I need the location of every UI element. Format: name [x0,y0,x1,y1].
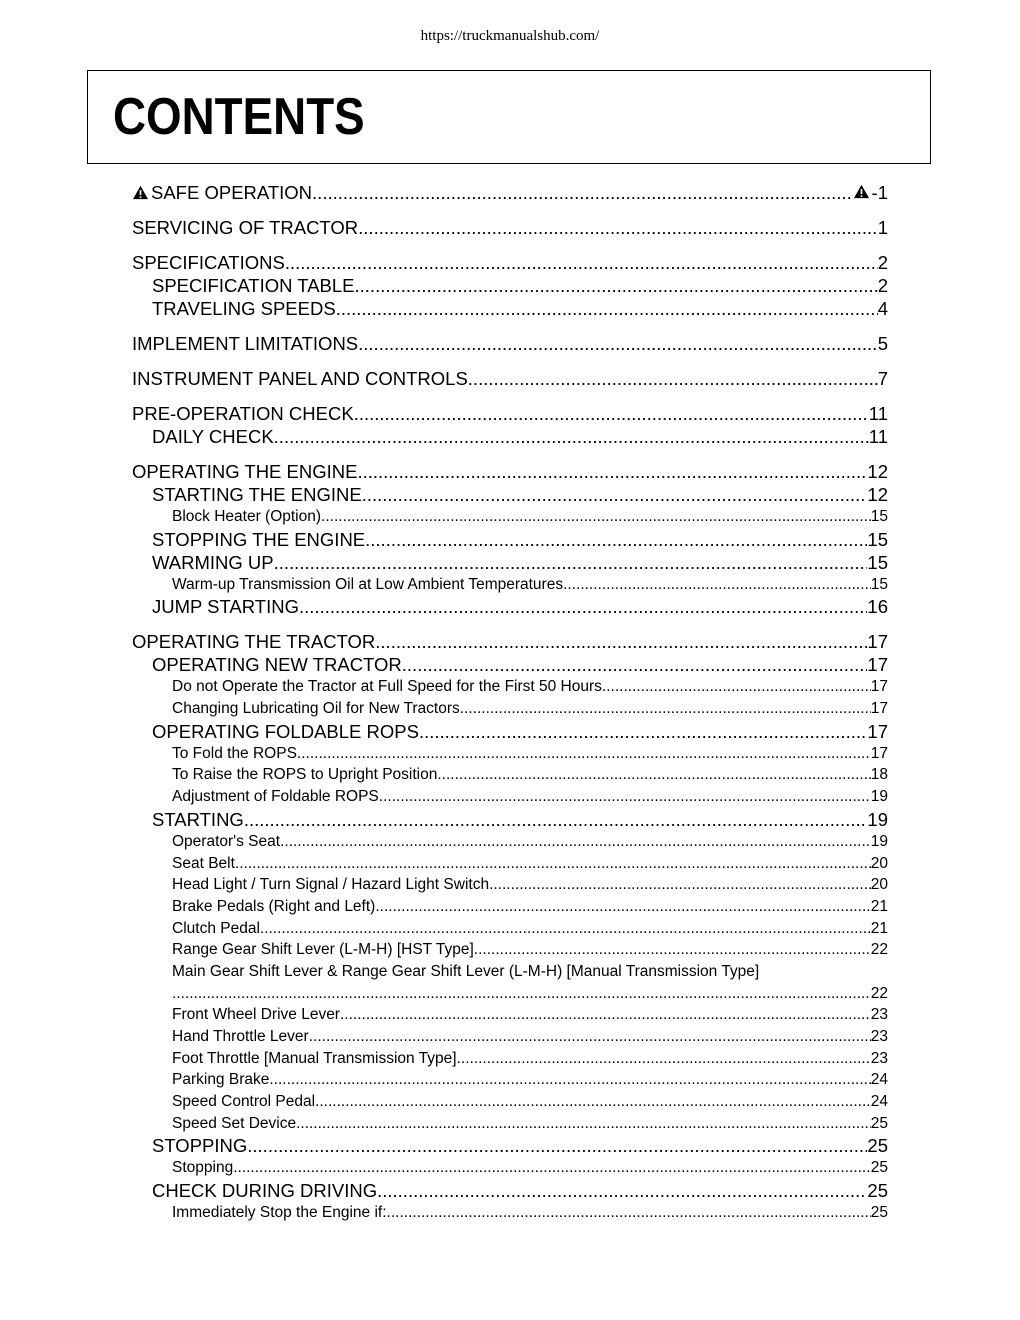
toc-dot-leader [280,831,871,853]
toc-entry-page-number: 24 [870,1071,888,1089]
toc-entry-label [172,676,602,698]
toc-entry-page [871,1157,888,1179]
toc-entry-page: 22 [870,984,888,1002]
toc-entry-page [871,786,888,808]
toc-entry-page-number: 15 [867,551,888,573]
toc-entry-label [172,896,375,918]
toc-entry-text: STOPPING [152,1135,248,1157]
toc-entry-page-number: 23 [870,1049,888,1067]
toc-entry-label [132,332,358,355]
title-box [87,70,931,164]
toc-entry-page-number: 20 [870,854,888,872]
toc-entry-label [152,720,419,743]
toc-entry-page-number: 17 [870,700,888,718]
toc-entry-page-number: 21 [870,897,888,915]
toc-entry-label [152,551,274,574]
toc-entry-text: Stopping [172,1159,234,1177]
toc-entry[interactable] [132,939,888,961]
toc-entry-page [871,874,888,896]
toc-entry-page [853,181,888,204]
toc-entry[interactable] [132,853,888,875]
toc-entry-page-number: 18 [870,766,888,784]
toc-entry-text: Front Wheel Drive Lever [172,1006,340,1024]
toc-dot-leader [172,983,871,1005]
toc-entry-page-number: 25 [870,1114,888,1132]
toc-entry-label [172,831,280,853]
toc-entry-page-number: 20 [870,876,888,894]
toc-entry-label [152,1134,247,1157]
toc-entry-label [152,425,274,448]
toc-entry-label [172,1157,233,1179]
toc-entry-text: SERVICING OF TRACTOR [132,217,359,238]
toc-entry-text: Do not Operate the Tractor at Full Speed for the First 50 Hours [172,678,602,696]
toc-entry-label: Main Gear Shift Lever & Range Gear Shift Lever (L-M-H) [Manual Transmission Type] [172,962,760,980]
toc-entry-page-number: 17 [867,631,888,653]
toc-dot-leader [336,297,878,320]
toc-entry-label [172,1202,387,1224]
toc-entry-text: OPERATING FOLDABLE ROPS [152,720,419,742]
toc-dot-leader [340,1004,871,1026]
toc-entry-page-number: 17 [867,720,888,742]
toc-entry-page [867,595,888,618]
toc-entry[interactable] [132,506,888,528]
toc-entry[interactable] [132,1026,888,1048]
toc-entry-page-number: 15 [870,575,888,593]
toc-entry-label [172,853,235,875]
toc-entry-page-number: 25 [867,1135,888,1157]
toc-entry-text: IMPLEMENT LIMITATIONS [132,333,359,354]
toc-entry-page [871,1004,888,1026]
toc-entry-text: PRE-OPERATION CHECK [132,403,354,424]
toc-dot-leader [296,1113,871,1135]
toc-dot-leader [362,483,868,506]
toc-entry[interactable] [132,1134,888,1157]
toc-dot-leader [260,918,871,940]
toc-entry-text: SPECIFICATION TABLE [152,275,355,296]
toc-entry-page-number: 19 [867,808,888,830]
toc-entry-text: Brake Pedals (Right and Left) [172,897,376,915]
toc-dot-leader [354,402,869,425]
toc-entry[interactable] [132,216,888,239]
toc-entry-page [867,720,888,743]
toc-dot-leader [269,1069,870,1091]
warning-icon [132,185,149,200]
toc-entry[interactable] [132,1048,888,1070]
toc-entry-text: OPERATING NEW TRACTOR [152,654,402,676]
toc-entry-page [867,808,888,831]
toc-entry[interactable] [132,460,888,483]
toc-entry-page-number: 11 [868,403,888,424]
toc-entry-page-number: 15 [867,528,888,550]
toc-entry-page [878,274,888,297]
toc-dot-leader [437,764,870,786]
toc-entry-page-number: -1 [871,182,888,203]
toc-entry-page [878,297,888,320]
toc-entry-text: To Fold the ROPS [172,744,297,762]
toc-entry-text: JUMP STARTING [152,596,299,618]
toc-entry-page [869,402,888,425]
toc-entry[interactable] [132,1069,888,1091]
toc-entry-label [172,743,297,765]
toc-entry-page-number: 7 [877,368,888,389]
toc-entry-label [152,1179,377,1202]
toc-entry-text: DAILY CHECK [152,426,274,447]
toc-entry-page-number: 19 [870,832,888,850]
toc-entry-label [132,367,468,390]
toc-entry-label [152,653,402,676]
table-of-contents [132,181,888,1224]
toc-entry-text: CHECK DURING DRIVING [152,1180,378,1202]
source-url: https://truckmanualshub.com/ [420,28,600,44]
toc-entry-page [867,653,888,676]
toc-dot-leader [387,1202,871,1224]
toc-entry[interactable] [132,743,888,765]
page-title: CONTENTS [113,88,365,146]
toc-entry-label [172,1048,457,1070]
toc-entry-page [867,630,888,653]
toc-entry-label [132,251,285,274]
toc-entry-page [871,896,888,918]
toc-entry[interactable] [132,764,888,786]
toc-dot-leader [235,853,871,875]
toc-entry-text: Warm-up Transmission Oil at Low Ambient Temperatures [172,575,564,593]
warning-icon [853,184,870,199]
toc-dot-leader [244,808,868,831]
toc-dot-leader [315,1091,871,1113]
toc-entry-text: STOPPING THE ENGINE [152,528,366,550]
toc-entry-page [871,939,888,961]
toc-entry-label [152,274,355,297]
toc-entry-page [871,853,888,875]
toc-entry[interactable] [132,918,888,940]
toc-entry-text: To Raise the ROPS to Upright Position [172,766,438,784]
toc-entry-page [871,918,888,940]
toc-entry[interactable] [132,786,888,808]
toc-entry-text: Clutch Pedal [172,919,260,937]
toc-dot-leader [358,332,878,355]
toc-entry-label [172,786,379,808]
toc-dot-leader [312,181,853,204]
toc-dot-leader [563,574,871,596]
toc-entry-page-number: 4 [877,298,888,319]
toc-entry-label [132,460,357,483]
toc-entry-page-number: 22 [870,941,888,959]
toc-entry-page [871,1113,888,1135]
toc-dot-leader [274,425,869,448]
toc-dot-leader [274,551,868,574]
toc-entry-page-number: 1 [877,217,888,238]
toc-entry-label [132,216,358,239]
toc-dot-leader [321,506,871,528]
toc-entry-page-number: 25 [870,1159,888,1177]
toc-entry-page-number: 12 [867,461,888,482]
toc-entry-page-number: 11 [868,426,888,447]
toc-dot-leader [468,367,878,390]
toc-entry-label [172,698,460,720]
toc-entry[interactable] [132,1091,888,1113]
toc-entry-label [172,574,563,596]
toc-entry-text: Changing Lubricating Oil for New Tractors [172,700,460,718]
toc-entry-label [152,297,336,320]
toc-entry[interactable] [132,874,888,896]
toc-entry-page [867,551,888,574]
toc-entry[interactable] [132,1202,888,1224]
toc-entry[interactable] [132,676,888,698]
toc-entry-page-number: 21 [870,919,888,937]
toc-entry[interactable] [132,831,888,853]
toc-entry-text: Adjustment of Foldable ROPS [172,788,379,806]
toc-dot-leader [299,595,867,618]
toc-entry[interactable] [132,332,888,355]
toc-entry-page [871,1069,888,1091]
toc-dot-leader [309,1026,871,1048]
toc-entry-page [867,1179,888,1202]
toc-dot-leader [365,528,867,551]
toc-entry[interactable] [132,551,888,574]
toc-entry-page-number: 25 [867,1180,888,1202]
toc-entry[interactable] [132,653,888,676]
toc-entry-label [152,528,365,551]
toc-entry[interactable] [132,961,888,1004]
toc-dot-leader [233,1157,871,1179]
toc-entry-label [172,506,321,528]
toc-dot-leader [602,676,871,698]
toc-entry-label [152,595,299,618]
toc-entry-text: Foot Throttle [Manual Transmission Type] [172,1049,457,1067]
toc-entry[interactable] [132,595,888,618]
toc-entry[interactable] [132,808,888,831]
toc-entry-label [172,874,489,896]
toc-entry-page-number: 2 [877,275,888,296]
toc-entry[interactable] [132,274,888,297]
toc-entry-page [867,1134,888,1157]
toc-dot-leader [247,1134,867,1157]
toc-entry[interactable] [132,1179,888,1202]
toc-dot-leader [489,874,871,896]
toc-entry-text: SAFE OPERATION [151,182,313,203]
toc-entry-page [871,698,888,720]
toc-entry-page-number: 12 [867,484,888,505]
toc-dot-leader [419,720,867,743]
toc-entry-text: TRAVELING SPEEDS [152,298,336,319]
toc-entry-page-number: 5 [877,333,888,354]
toc-entry-page [878,251,888,274]
toc-entry-text: INSTRUMENT PANEL AND CONTROLS [132,368,468,389]
toc-entry-page-number: 15 [870,508,888,525]
toc-entry-page [871,764,888,786]
toc-entry-text: Block Heater (Option) [172,508,322,525]
toc-entry-text: Speed Set Device [172,1114,297,1132]
toc-entry-page-number: 17 [870,744,888,762]
toc-entry-page-number: 16 [867,596,888,618]
toc-dot-leader [358,216,878,239]
toc-entry-page [867,528,888,551]
toc-dot-leader [377,1179,867,1202]
toc-entry[interactable] [132,251,888,274]
toc-entry[interactable] [132,1004,888,1026]
toc-entry-text: Immediately Stop the Engine if: [172,1204,387,1222]
toc-entry-page [867,460,888,483]
toc-entry[interactable] [132,367,888,390]
toc-entry[interactable] [132,720,888,743]
toc-entry[interactable] [132,425,888,448]
toc-entry[interactable] [132,181,888,204]
toc-entry-text: Operator's Seat [172,832,281,850]
toc-entry-page [871,1091,888,1113]
toc-entry-text: STARTING THE ENGINE [152,484,362,505]
toc-dot-leader [375,896,870,918]
toc-entry-page [878,367,888,390]
toc-entry-page [878,332,888,355]
toc-entry-label [172,764,437,786]
toc-entry-label [152,808,244,831]
toc-entry-page-number: 24 [870,1093,888,1111]
toc-entry-label [172,1113,296,1135]
toc-dot-leader [357,460,867,483]
toc-dot-leader [379,786,871,808]
toc-entry-text: Seat Belt [172,854,235,872]
toc-entry-label [172,939,474,961]
toc-dot-leader [402,653,868,676]
toc-entry-text: STARTING [152,808,244,830]
toc-entry-text: OPERATING THE TRACTOR [132,631,376,653]
toc-entry-page-number: 17 [870,678,888,696]
toc-entry[interactable] [132,297,888,320]
toc-entry-text: Parking Brake [172,1071,270,1089]
toc-entry[interactable] [132,1113,888,1135]
toc-entry-page-number: 17 [867,654,888,676]
toc-entry-page [871,574,888,596]
toc-entry-label [132,630,375,653]
toc-dot-leader [460,698,871,720]
toc-entry-page [871,831,888,853]
toc-dot-leader [355,274,878,297]
toc-entry[interactable] [132,402,888,425]
toc-entry[interactable] [132,483,888,506]
toc-entry-page [867,483,888,506]
toc-entry[interactable] [132,528,888,551]
toc-entry-text: Range Gear Shift Lever (L-M-H) [HST Type] [172,941,474,959]
toc-entry-page [878,216,888,239]
toc-entry-text: WARMING UP [152,551,274,573]
toc-entry-text: SPECIFICATIONS [132,252,285,273]
toc-entry-page [871,1026,888,1048]
toc-entry[interactable] [132,698,888,720]
toc-entry-page [869,425,888,448]
toc-entry-text: Head Light / Turn Signal / Hazard Light Switch [172,876,490,894]
toc-entry-label [172,1091,315,1113]
toc-dot-leader [457,1048,871,1070]
toc-entry-page [871,506,888,528]
toc-dot-leader [375,630,867,653]
toc-entry-label [172,918,260,940]
toc-entry-page [871,1202,888,1224]
toc-entry-page-number: 25 [870,1204,888,1222]
toc-entry-page [871,676,888,698]
toc-entry-page [871,1048,888,1070]
toc-entry-label [172,1004,340,1026]
toc-entry-page-number: 19 [870,788,888,806]
toc-entry-page-number: 2 [877,252,888,273]
toc-entry-text: Speed Control Pedal [172,1093,316,1111]
toc-entry[interactable] [132,574,888,596]
toc-entry-text: Hand Throttle Lever [172,1028,309,1045]
toc-entry-page-number: 23 [870,1006,888,1024]
toc-entry-page [871,743,888,765]
toc-entry-label [132,402,354,425]
toc-entry-text: OPERATING THE ENGINE [132,461,358,482]
toc-dot-leader [297,743,871,765]
toc-entry[interactable] [132,896,888,918]
toc-entry-page-number: 23 [870,1028,888,1045]
toc-dot-leader [285,251,878,274]
toc-entry[interactable] [132,630,888,653]
toc-entry-label [172,1026,309,1048]
toc-entry-label [172,1069,269,1091]
toc-entry-label [132,181,312,204]
toc-entry[interactable] [132,1157,888,1179]
toc-dot-leader [474,939,871,961]
toc-entry-label [152,483,362,506]
